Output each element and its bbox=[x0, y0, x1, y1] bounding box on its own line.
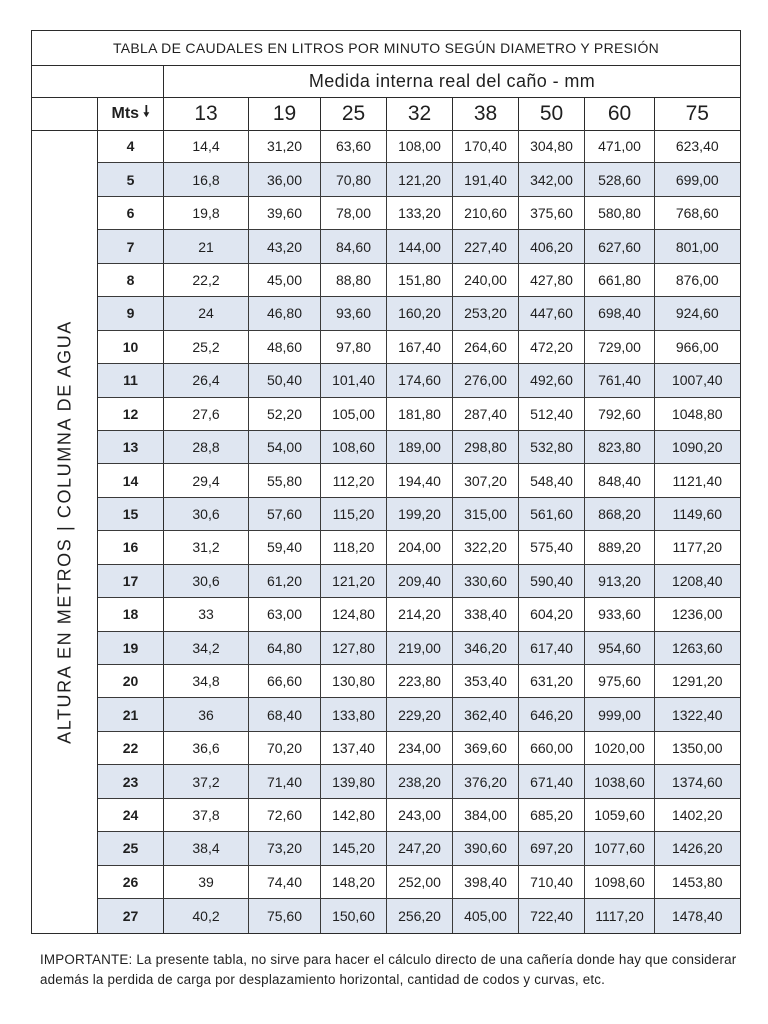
table-cell: 1350,00 bbox=[671, 740, 723, 757]
table-cell: 1402,20 bbox=[671, 806, 723, 823]
table-cell: 167,40 bbox=[387, 331, 453, 363]
table-cell: 108,00 bbox=[387, 130, 453, 162]
table-cell: 25,2 bbox=[164, 331, 249, 363]
table-cell: 46,80 bbox=[249, 297, 321, 329]
table-row bbox=[98, 364, 740, 397]
table-cell: 121,20 bbox=[387, 163, 453, 195]
table-cell: 70,80 bbox=[321, 163, 387, 195]
table-cell: 130,80 bbox=[321, 665, 387, 697]
table-cell: 45,00 bbox=[249, 264, 321, 296]
table-cell: 298,80 bbox=[453, 431, 519, 463]
row-height-meters: 23 bbox=[98, 765, 164, 797]
table-cell: 471,00 bbox=[585, 130, 655, 162]
table-cell: 1177,20 bbox=[672, 539, 723, 556]
column-header-50: 50 bbox=[519, 97, 585, 130]
table-cell: 548,40 bbox=[519, 464, 585, 496]
table-cell: 699,00 bbox=[675, 171, 719, 188]
table-cell: 210,60 bbox=[453, 197, 519, 229]
table-cell: 252,00 bbox=[387, 866, 453, 898]
table-row bbox=[98, 765, 740, 798]
table-cell: 353,40 bbox=[453, 665, 519, 697]
table-cell: 73,20 bbox=[249, 832, 321, 864]
table-cell: 848,40 bbox=[585, 464, 655, 496]
table-cell: 427,80 bbox=[519, 264, 585, 296]
column-header-32: 32 bbox=[387, 97, 453, 130]
table-cell: 322,20 bbox=[453, 531, 519, 563]
table-cell: 37,2 bbox=[164, 765, 249, 797]
row-height-meters: 20 bbox=[98, 665, 164, 697]
table-row bbox=[98, 531, 740, 564]
table-cell: 31,20 bbox=[249, 130, 321, 162]
table-cell: 375,60 bbox=[519, 197, 585, 229]
table-cell: 623,40 bbox=[675, 138, 719, 155]
table-cell: 68,40 bbox=[249, 698, 321, 730]
table-cell: 492,60 bbox=[519, 364, 585, 396]
table-cell: 1007,40 bbox=[671, 372, 723, 389]
row-height-meters: 9 bbox=[98, 297, 164, 329]
table-cell: 933,60 bbox=[585, 598, 655, 630]
table-cell: 50,40 bbox=[249, 364, 321, 396]
table-cell: 31,2 bbox=[164, 531, 249, 563]
table-cell: 405,00 bbox=[453, 899, 519, 932]
table-cell: 532,80 bbox=[519, 431, 585, 463]
table-cell: 362,40 bbox=[453, 698, 519, 730]
table-cell: 74,40 bbox=[249, 866, 321, 898]
table-cell: 761,40 bbox=[585, 364, 655, 396]
table-row bbox=[98, 398, 740, 431]
table-cell: 39 bbox=[164, 866, 249, 898]
table-cell: 398,40 bbox=[453, 866, 519, 898]
flow-table bbox=[31, 30, 741, 934]
table-cell: 384,00 bbox=[453, 799, 519, 831]
table-cell: 133,20 bbox=[387, 197, 453, 229]
row-height-meters: 16 bbox=[98, 531, 164, 563]
table-cell: 139,80 bbox=[321, 765, 387, 797]
row-height-meters: 4 bbox=[98, 130, 164, 162]
table-cell: 913,20 bbox=[585, 565, 655, 597]
table-cell: 338,40 bbox=[453, 598, 519, 630]
table-cell: 1098,60 bbox=[585, 866, 655, 898]
table-cell: 247,20 bbox=[387, 832, 453, 864]
table-cell: 40,2 bbox=[164, 899, 249, 932]
table-row bbox=[98, 598, 740, 631]
table-cell: 38,4 bbox=[164, 832, 249, 864]
table-cell: 1121,40 bbox=[672, 472, 723, 489]
row-height-meters: 26 bbox=[98, 866, 164, 898]
table-row bbox=[98, 899, 740, 932]
table-row bbox=[98, 832, 740, 865]
table-cell: 214,20 bbox=[387, 598, 453, 630]
row-height-meters: 19 bbox=[98, 632, 164, 664]
corner-blank bbox=[32, 65, 164, 97]
table-cell: 264,60 bbox=[453, 331, 519, 363]
table-cell: 54,00 bbox=[249, 431, 321, 463]
table-cell: 240,00 bbox=[453, 264, 519, 296]
table-row bbox=[98, 264, 740, 297]
table-row bbox=[98, 331, 740, 364]
table-cell: 710,40 bbox=[519, 866, 585, 898]
table-cell: 124,80 bbox=[321, 598, 387, 630]
table-cell: 174,60 bbox=[387, 364, 453, 396]
table-cell: 28,8 bbox=[164, 431, 249, 463]
row-height-meters: 15 bbox=[98, 498, 164, 530]
table-row bbox=[98, 230, 740, 263]
table-cell: 1453,80 bbox=[671, 873, 723, 890]
table-cell: 144,00 bbox=[387, 230, 453, 262]
table-cell: 1077,60 bbox=[585, 832, 655, 864]
table-cell: 223,80 bbox=[387, 665, 453, 697]
table-cell: 227,40 bbox=[453, 230, 519, 262]
table-cell: 22,2 bbox=[164, 264, 249, 296]
table-cell: 243,00 bbox=[387, 799, 453, 831]
table-cell: 105,00 bbox=[321, 398, 387, 430]
table-cell: 48,60 bbox=[249, 331, 321, 363]
row-height-meters: 21 bbox=[98, 698, 164, 730]
table-cell: 14,4 bbox=[164, 130, 249, 162]
table-cell: 768,60 bbox=[675, 205, 719, 222]
table-cell: 1236,00 bbox=[671, 606, 723, 623]
table-cell: 868,20 bbox=[585, 498, 655, 530]
table-cell: 1090,20 bbox=[671, 439, 723, 456]
table-cell: 33 bbox=[164, 598, 249, 630]
table-row bbox=[98, 632, 740, 665]
diameter-header-label: Medida interna real del caño - mm bbox=[308, 70, 596, 91]
table-cell: 170,40 bbox=[453, 130, 519, 162]
table-row bbox=[98, 565, 740, 598]
table-cell: 1048,80 bbox=[671, 405, 723, 422]
table-cell: 1478,40 bbox=[671, 907, 723, 924]
table-cell: 722,40 bbox=[519, 899, 585, 932]
table-cell: 1117,20 bbox=[585, 899, 655, 932]
table-cell: 369,60 bbox=[453, 732, 519, 764]
row-height-meters: 25 bbox=[98, 832, 164, 864]
table-cell: 330,60 bbox=[453, 565, 519, 597]
table-cell: 472,20 bbox=[519, 331, 585, 363]
table-cell: 1291,20 bbox=[671, 673, 723, 690]
important-note: IMPORTANTE: La presente tabla, no sirve para hacer el cálculo directo de una cañería donde hay que considerar además la perdida de carga por desplazamiento horizontal, cantidad de codos y curvas, etc. bbox=[40, 952, 737, 987]
table-cell: 580,80 bbox=[585, 197, 655, 229]
row-height-meters: 11 bbox=[98, 364, 164, 396]
column-header-38: 38 bbox=[453, 97, 519, 130]
table-row bbox=[98, 130, 740, 163]
table-cell: 36,6 bbox=[164, 732, 249, 764]
row-height-meters: 18 bbox=[98, 598, 164, 630]
table-cell: 646,20 bbox=[519, 698, 585, 730]
table-row bbox=[98, 698, 740, 731]
table-cell: 160,20 bbox=[387, 297, 453, 329]
table-cell: 24 bbox=[164, 297, 249, 329]
table-cell: 26,4 bbox=[164, 364, 249, 396]
table-cell: 627,60 bbox=[585, 230, 655, 262]
table-cell: 1208,40 bbox=[671, 572, 723, 589]
table-cell: 256,20 bbox=[387, 899, 453, 932]
table-cell: 661,80 bbox=[585, 264, 655, 296]
table-cell: 52,20 bbox=[249, 398, 321, 430]
table-cell: 63,60 bbox=[321, 130, 387, 162]
table-cell: 792,60 bbox=[585, 398, 655, 430]
column-header-25: 25 bbox=[321, 97, 387, 130]
table-row bbox=[98, 197, 740, 230]
row-height-meters: 8 bbox=[98, 264, 164, 296]
table-cell: 108,60 bbox=[321, 431, 387, 463]
table-body bbox=[98, 130, 740, 933]
table-cell: 671,40 bbox=[519, 765, 585, 797]
table-cell: 30,6 bbox=[164, 498, 249, 530]
table-cell: 823,80 bbox=[585, 431, 655, 463]
table-cell: 304,80 bbox=[519, 130, 585, 162]
table-cell: 63,00 bbox=[249, 598, 321, 630]
table-cell: 276,00 bbox=[453, 364, 519, 396]
table-cell: 61,20 bbox=[249, 565, 321, 597]
table-cell: 229,20 bbox=[387, 698, 453, 730]
table-cell: 1374,60 bbox=[671, 773, 723, 790]
column-header-75: 75 bbox=[685, 101, 709, 125]
diameter-columns bbox=[164, 97, 740, 130]
table-cell: 685,20 bbox=[519, 799, 585, 831]
table-cell: 528,60 bbox=[585, 163, 655, 195]
row-height-meters: 13 bbox=[98, 431, 164, 463]
table-cell: 101,40 bbox=[321, 364, 387, 396]
table-cell: 145,20 bbox=[321, 832, 387, 864]
table-cell: 71,40 bbox=[249, 765, 321, 797]
row-height-meters: 12 bbox=[98, 398, 164, 430]
table-row bbox=[98, 163, 740, 196]
table-cell: 604,20 bbox=[519, 598, 585, 630]
table-cell: 59,40 bbox=[249, 531, 321, 563]
column-header-19: 19 bbox=[249, 97, 321, 130]
table-row bbox=[98, 431, 740, 464]
table-cell: 55,80 bbox=[249, 464, 321, 496]
table-cell: 924,60 bbox=[675, 305, 719, 322]
table-cell: 617,40 bbox=[519, 632, 585, 664]
table-cell: 315,00 bbox=[453, 498, 519, 530]
table-cell: 975,60 bbox=[585, 665, 655, 697]
table-cell: 342,00 bbox=[519, 163, 585, 195]
table-row bbox=[98, 665, 740, 698]
height-axis-label: ALTURA EN METROS | COLUMNA DE AGUA bbox=[54, 319, 74, 744]
table-row bbox=[98, 799, 740, 832]
table-cell: 698,40 bbox=[585, 297, 655, 329]
table-cell: 234,00 bbox=[387, 732, 453, 764]
row-height-meters: 14 bbox=[98, 464, 164, 496]
table-cell: 127,80 bbox=[321, 632, 387, 664]
table-cell: 253,20 bbox=[453, 297, 519, 329]
table-cell: 112,20 bbox=[321, 464, 387, 496]
table-cell: 34,8 bbox=[164, 665, 249, 697]
table-cell: 191,40 bbox=[453, 163, 519, 195]
table-cell: 575,40 bbox=[519, 531, 585, 563]
table-cell: 34,2 bbox=[164, 632, 249, 664]
table-cell: 1059,60 bbox=[585, 799, 655, 831]
table-cell: 660,00 bbox=[519, 732, 585, 764]
table-cell: 999,00 bbox=[585, 698, 655, 730]
table-cell: 39,60 bbox=[249, 197, 321, 229]
row-height-meters: 6 bbox=[98, 197, 164, 229]
mts-header-label: Mts bbox=[111, 104, 140, 122]
table-row bbox=[98, 297, 740, 330]
table-cell: 390,60 bbox=[453, 832, 519, 864]
table-cell: 954,60 bbox=[585, 632, 655, 664]
table-cell: 27,6 bbox=[164, 398, 249, 430]
table-cell: 876,00 bbox=[675, 271, 719, 288]
row-height-meters: 7 bbox=[98, 230, 164, 262]
arrow-down-icon: 🠗 bbox=[143, 103, 150, 120]
row-height-meters: 10 bbox=[98, 331, 164, 363]
table-cell: 307,20 bbox=[453, 464, 519, 496]
table-cell: 150,60 bbox=[321, 899, 387, 932]
table-cell: 697,20 bbox=[519, 832, 585, 864]
table-cell: 118,20 bbox=[321, 531, 387, 563]
table-cell: 30,6 bbox=[164, 565, 249, 597]
table-cell: 287,40 bbox=[453, 398, 519, 430]
table-cell: 189,00 bbox=[387, 431, 453, 463]
table-cell: 1038,60 bbox=[585, 765, 655, 797]
column-header-row bbox=[32, 97, 740, 131]
table-row bbox=[98, 866, 740, 899]
table-cell: 512,40 bbox=[519, 398, 585, 430]
table-cell: 376,20 bbox=[453, 765, 519, 797]
row-height-meters: 5 bbox=[98, 163, 164, 195]
corner-blank-lower bbox=[32, 97, 98, 130]
table-cell: 142,80 bbox=[321, 799, 387, 831]
table-title: TABLA DE CAUDALES EN LITROS POR MINUTO SEGÚN DIAMETRO Y PRESIÓN bbox=[32, 31, 740, 66]
table-cell: 148,20 bbox=[321, 866, 387, 898]
table-cell: 561,60 bbox=[519, 498, 585, 530]
table-cell: 19,8 bbox=[164, 197, 249, 229]
table-cell: 66,60 bbox=[249, 665, 321, 697]
table-cell: 70,20 bbox=[249, 732, 321, 764]
table-cell: 78,00 bbox=[321, 197, 387, 229]
height-axis bbox=[32, 130, 98, 933]
table-row bbox=[98, 498, 740, 531]
row-height-meters: 22 bbox=[98, 732, 164, 764]
table-row bbox=[98, 732, 740, 765]
table-cell: 57,60 bbox=[249, 498, 321, 530]
table-cell: 631,20 bbox=[519, 665, 585, 697]
mts-header bbox=[98, 97, 164, 130]
table-cell: 1020,00 bbox=[585, 732, 655, 764]
row-height-meters: 27 bbox=[98, 899, 164, 932]
table-cell: 115,20 bbox=[321, 498, 387, 530]
table-cell: 199,20 bbox=[387, 498, 453, 530]
table-cell: 204,00 bbox=[387, 531, 453, 563]
table-cell: 21 bbox=[164, 230, 249, 262]
table-cell: 729,00 bbox=[585, 331, 655, 363]
diameter-header-row bbox=[32, 65, 740, 98]
table-cell: 209,40 bbox=[387, 565, 453, 597]
table-cell: 801,00 bbox=[675, 238, 719, 255]
table-cell: 238,20 bbox=[387, 765, 453, 797]
table-cell: 1322,40 bbox=[671, 706, 723, 723]
table-cell: 1263,60 bbox=[671, 639, 723, 656]
table-cell: 93,60 bbox=[321, 297, 387, 329]
table-cell: 590,40 bbox=[519, 565, 585, 597]
table-cell: 36,00 bbox=[249, 163, 321, 195]
table-cell: 137,40 bbox=[321, 732, 387, 764]
table-cell: 16,8 bbox=[164, 163, 249, 195]
table-cell: 1426,20 bbox=[671, 840, 723, 857]
table-cell: 194,40 bbox=[387, 464, 453, 496]
table-cell: 88,80 bbox=[321, 264, 387, 296]
row-height-meters: 24 bbox=[98, 799, 164, 831]
table-cell: 43,20 bbox=[249, 230, 321, 262]
table-cell: 219,00 bbox=[387, 632, 453, 664]
row-height-meters: 17 bbox=[98, 565, 164, 597]
table-cell: 181,80 bbox=[387, 398, 453, 430]
table-cell: 406,20 bbox=[519, 230, 585, 262]
table-cell: 64,80 bbox=[249, 632, 321, 664]
table-cell: 133,80 bbox=[321, 698, 387, 730]
column-header-13: 13 bbox=[164, 97, 249, 130]
table-cell: 966,00 bbox=[675, 338, 719, 355]
table-cell: 346,20 bbox=[453, 632, 519, 664]
table-cell: 75,60 bbox=[249, 899, 321, 932]
table-cell: 889,20 bbox=[585, 531, 655, 563]
table-cell: 72,60 bbox=[249, 799, 321, 831]
column-header-60: 60 bbox=[585, 97, 655, 130]
table-cell: 84,60 bbox=[321, 230, 387, 262]
table-cell: 29,4 bbox=[164, 464, 249, 496]
table-row bbox=[98, 464, 740, 497]
table-cell: 121,20 bbox=[321, 565, 387, 597]
table-cell: 1149,60 bbox=[672, 506, 723, 523]
table-cell: 97,80 bbox=[321, 331, 387, 363]
table-cell: 36 bbox=[164, 698, 249, 730]
table-cell: 151,80 bbox=[387, 264, 453, 296]
table-cell: 447,60 bbox=[519, 297, 585, 329]
table-cell: 37,8 bbox=[164, 799, 249, 831]
